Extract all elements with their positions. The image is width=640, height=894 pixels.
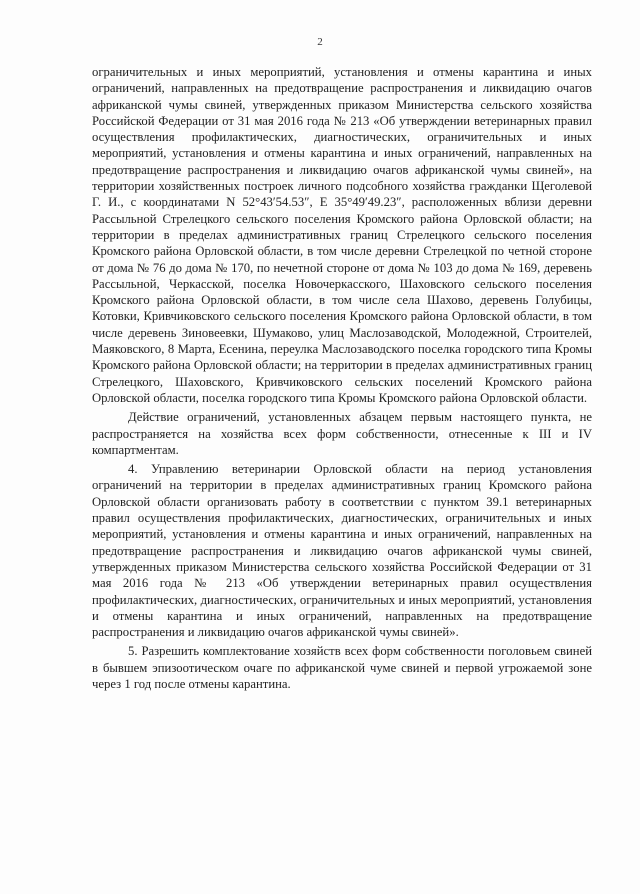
document-body (92, 64, 592, 695)
paragraph-exception: Действие ограничений, установленных абзацем первым настоящего пункта, не распространяется на хозяйства всех форм собственности, отнесенные к III и IV компартментам. (92, 410, 592, 457)
page-number: 2 (317, 36, 323, 48)
paragraph-item-5: 5. Разрешить комплектование хозяйств всех форм собственности поголовьем свиней в бывшем эпизоотическом очаге по африканской чуме свиней и первой угрожаемой зоне через 1 год после отмены карантина. (92, 644, 592, 691)
paragraph-continuation: ограничительных и иных мероприятий, установления и отмены карантина и иных ограничений, направленных на предотвращение распространения и ликвидацию очагов африканской чумы свиней, утвержденных приказом Министерства сельского хозяйства Российской Федерации от 31 мая 2016 года № 213 «Об утверждении ветеринарных правил осуществления профилактических, диагностических, ограничительных и иных мероприятий, установления и отмены карантина и иных ограничений, направленных на предотвращение распространения и ликвидацию очагов африканской чумы свиней», на территории хозяйственных построек личного подсобного хозяйства гражданки Щеголевой Г. И., с координатами N 52°43′54.53″, Е 35°49′49.23″, расположенных вблизи деревни Рассыльной Стрелецкого сельского поселения Кромского района Орловской области; на территории в пределах административных границ Стрелецкого сельского поселения Кромского района Орловской области, в том числе деревни Стрелецкой по четной стороне от дома № 76 до дома № 170, по нечетной стороне от дома № 103 до дома № 169, деревень Рассыльной, Черкасской, поселка Новочеркасского, Шаховского сельского поселения Кромского района Орловской области, в том числе села Шахово, деревень Голубицы, Котовки, Кривчиковского сельского поселения Кромского района Орловской области, в том числе деревень Зиновеевки, Шумаково, улиц Маслозаводской, Молодежной, Строителей, Маяковского, 8 Марта, Есенина, переулка Маслозаводского поселка городского типа Кромы Кромского района Орловской области; на территории в пределах административных границ Стрелецкого, Шаховского, Кривчиковского сельских поселений Кромского района Орловской области, поселка городского типа Кромы Кромского района Орловской области. (92, 65, 592, 405)
paragraph-item-4: 4. Управлению ветеринарии Орловской области на период установления ограничений на территории в пределах административных границ Кромского района Орловской области организовать работу в соответствии с пунктом 39.1 ветеринарных правил осуществления профилактических, диагностических, ограничительных и иных мероприятий, установления и отмены карантина и иных ограничений, направленных на предотвращение распространения и ликвидацию очагов африканской чумы свиней, утвержденных приказом Министерства сельского хозяйства Российской Федерации от 31 мая 2016 года № 213 «Об утверждении ветеринарных правил осуществления профилактических, диагностических, ограничительных и иных мероприятий, установления и отмены карантина и иных ограничений, направленных на предотвращение распространения и ликвидацию очагов африканской чумы свиней». (92, 462, 592, 640)
